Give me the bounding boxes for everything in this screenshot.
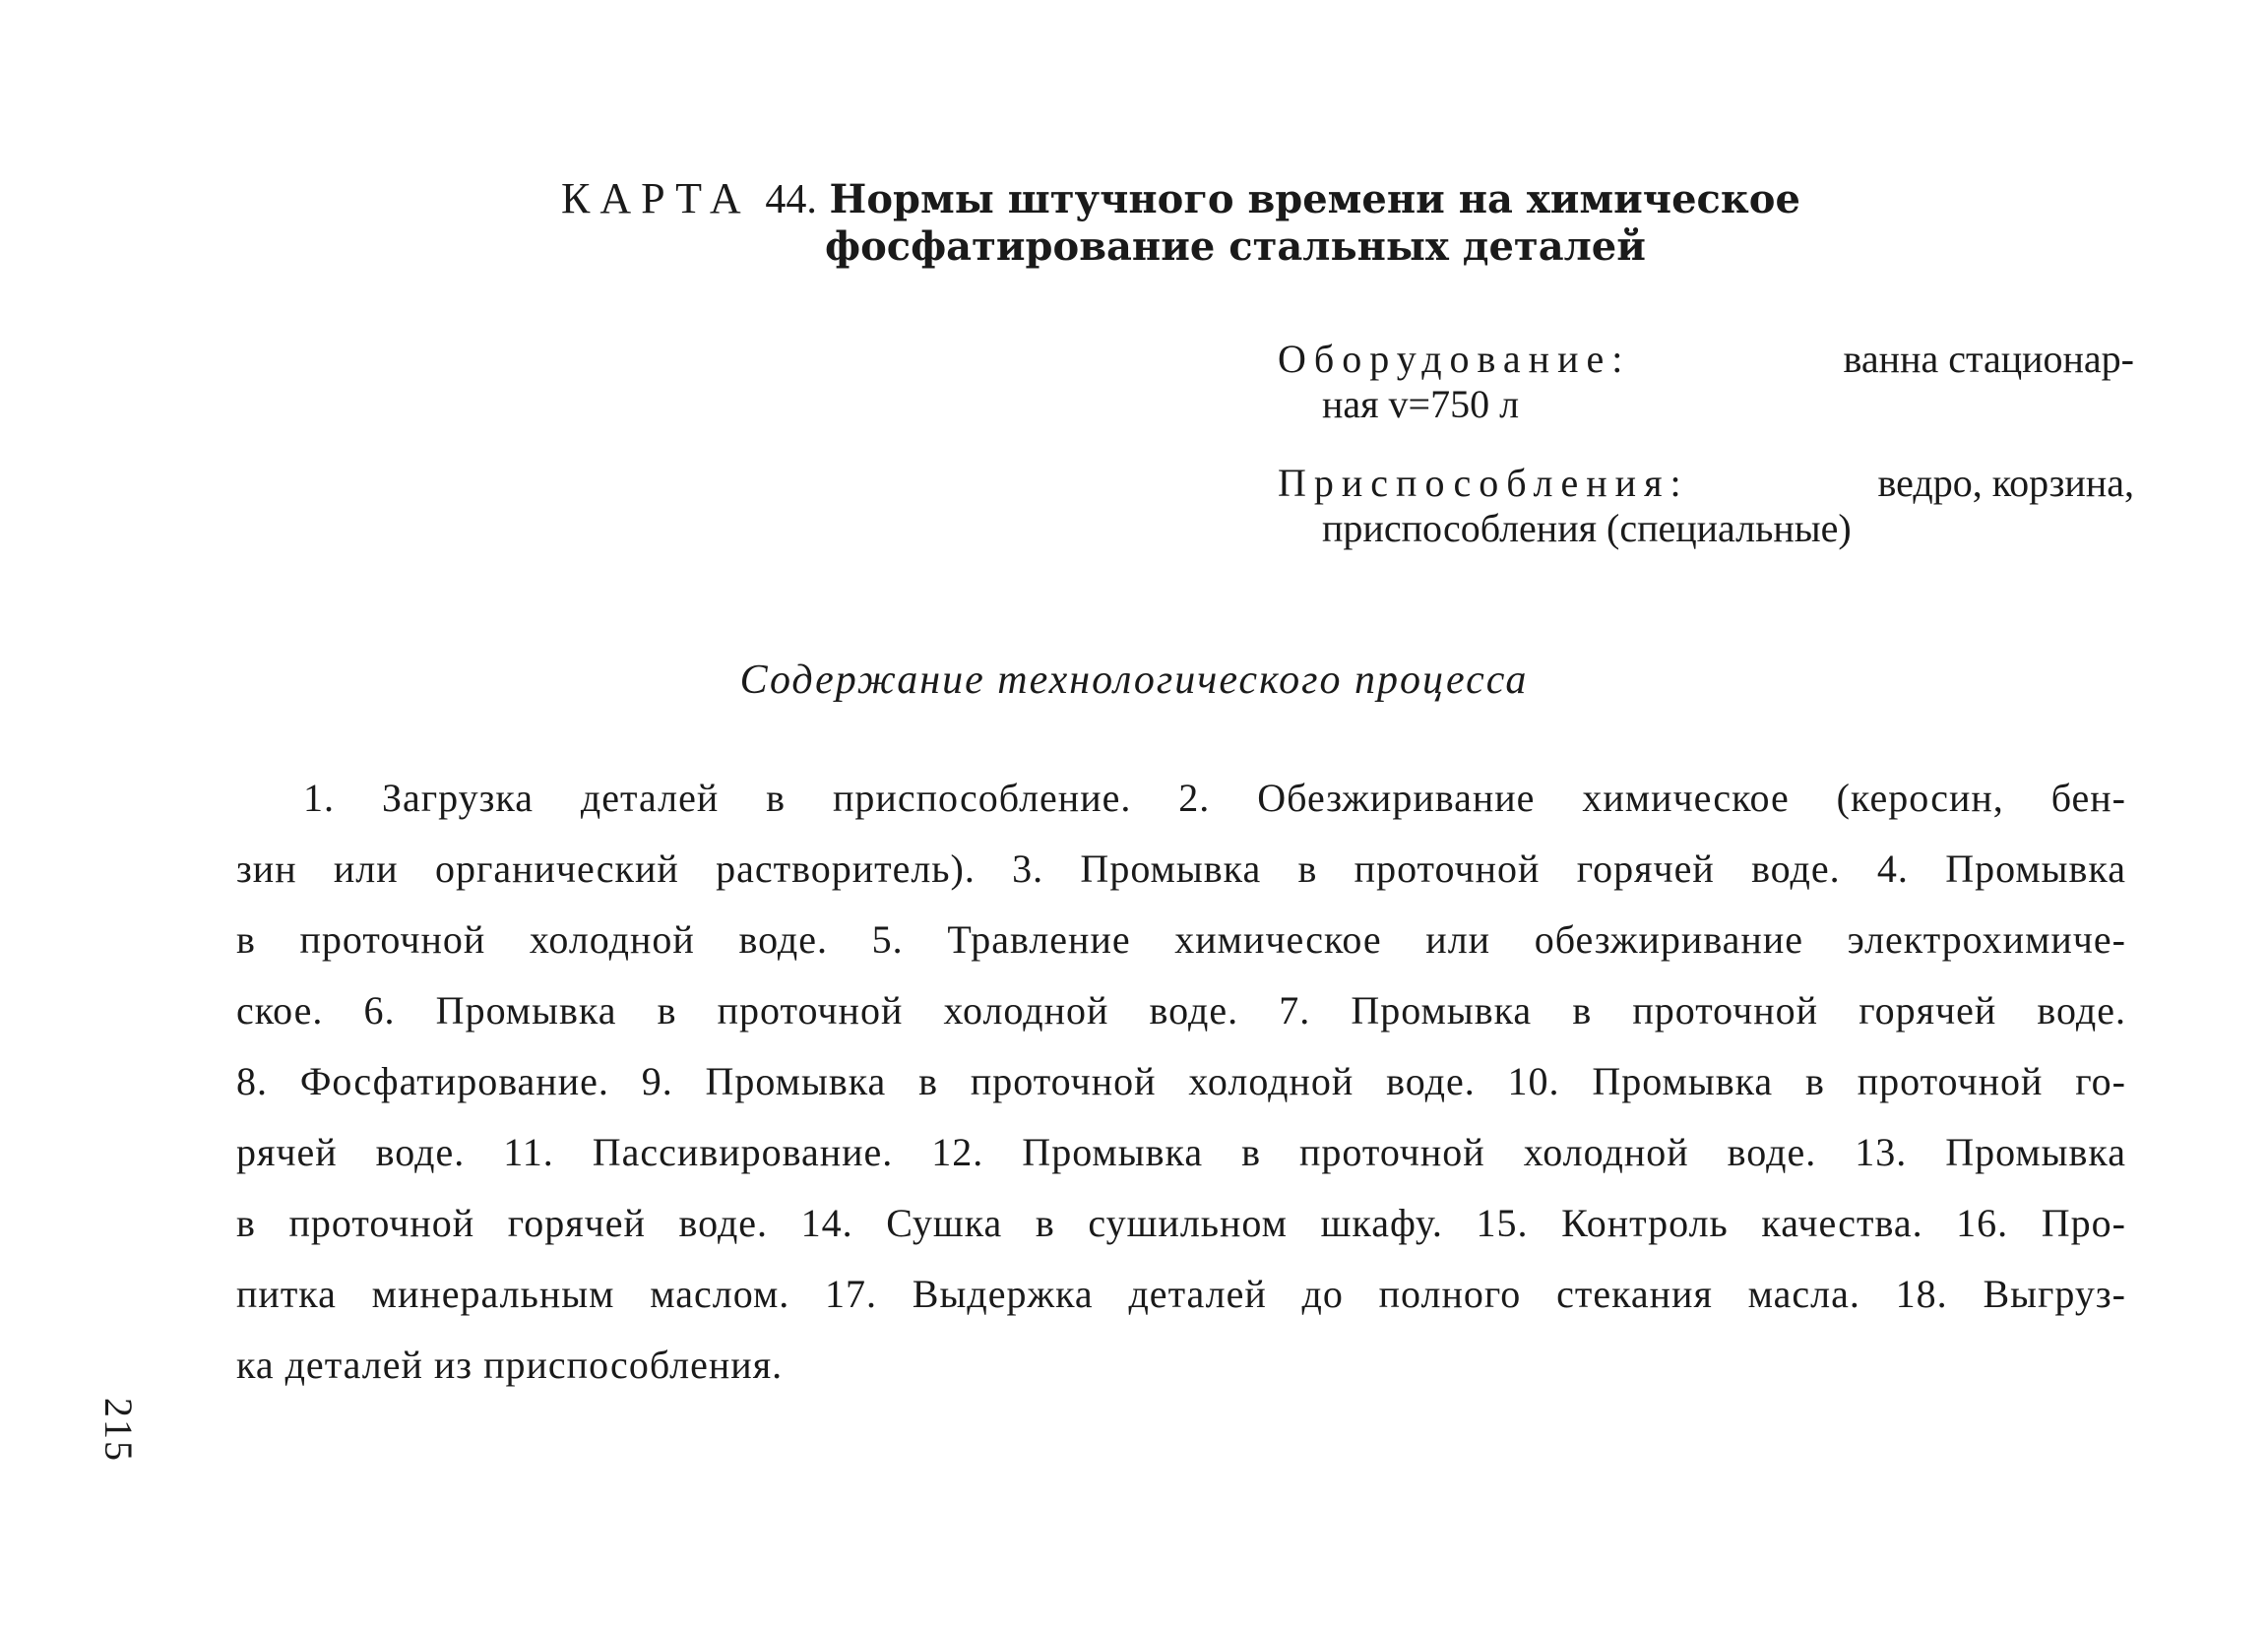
process-line: в проточной холодной воде. 5. Травление химическое или обезжиривание электрохимиче- xyxy=(236,917,2126,962)
process-line: 1. Загрузка деталей в приспособление. 2. Обезжиривание химическое (керосин, бен- xyxy=(303,776,2126,820)
process-line: ское. 6. Промывка в проточной холодной воде. 7. Промывка в проточной горячей воде. xyxy=(236,988,2126,1033)
fixtures-spec xyxy=(1278,461,2134,551)
page-number: 215 xyxy=(96,1398,141,1463)
process-line: ка деталей из приспособления. xyxy=(236,1343,784,1387)
card-number: 44. xyxy=(765,177,817,222)
process-line: в проточной горячей воде. 14. Сушка в сушильном шкафу. 15. Контроль качества. 16. Про- xyxy=(236,1201,2126,1245)
card-title-text-1: Нормы штучного времени на химическое xyxy=(829,176,1800,222)
card-title xyxy=(561,175,1890,271)
process-line: питка минеральным маслом. 17. Выдержка деталей до полного стекания масла. 18. Выгруз- xyxy=(236,1272,2126,1316)
section-title: Содержание технологического процесса xyxy=(739,657,1529,703)
process-line: зин или органический растворитель). 3. Промывка в проточной горячей воде. 4. Промывка xyxy=(236,846,2126,891)
equipment-value-line-2: ная v=750 л xyxy=(1322,382,1520,426)
process-description xyxy=(236,763,2126,1401)
process-line: 8. Фосфатирование. 9. Промывка в проточной холодной воде. 10. Промывка в проточной го- xyxy=(236,1059,2126,1103)
card-title-line-2: фосфатирование стальных деталей xyxy=(825,223,1646,270)
process-line: рячей воде. 11. Пассивирование. 12. Промывка в проточной холодной воде. 13. Промывка xyxy=(236,1130,2126,1174)
fixtures-label: Приспособления: xyxy=(1278,461,1689,505)
card-title-line-1 xyxy=(561,175,1890,223)
equipment-value-line-1: ванна стационар- xyxy=(1843,337,2134,381)
fixtures-value-line-2: приспособления (специальные) xyxy=(1322,506,1852,550)
fixtures-value-line-1: ведро, корзина, xyxy=(1877,461,2134,505)
equipment-spec xyxy=(1278,337,2134,427)
card-label: КАРТА xyxy=(561,174,751,222)
equipment-label: Оборудование: xyxy=(1278,337,1631,381)
